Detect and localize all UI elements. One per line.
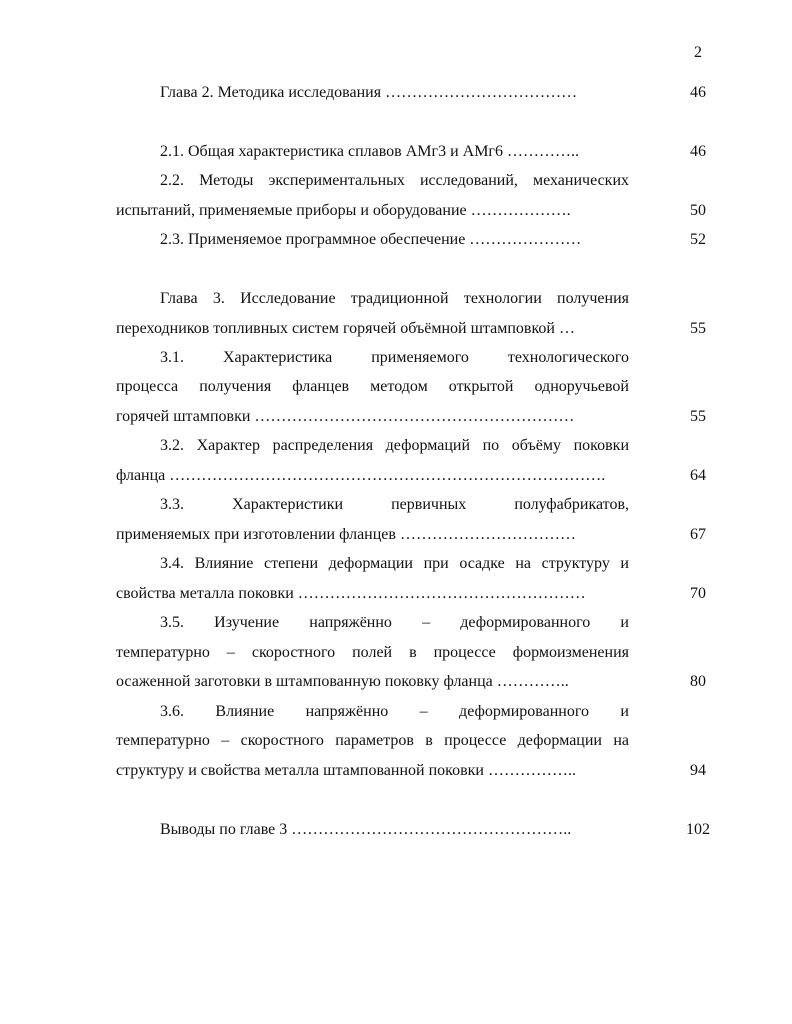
toc-chapter-2-page: 46 bbox=[690, 84, 706, 101]
toc-section-3-6-line1: 3.6. Влияние напряжённо – деформированного и bbox=[160, 703, 629, 720]
toc-section-3-1-line1: 3.1. Характеристика применяемого технологического bbox=[160, 349, 629, 366]
toc-conclusions-chapter-3: Выводы по главе 3 …………………………………………….. bbox=[160, 821, 572, 838]
toc-section-3-3-line2: применяемых при изготовлении фланцев …………………………… bbox=[116, 526, 576, 543]
toc-section-3-4-page: 70 bbox=[690, 585, 706, 602]
toc-chapter-2-title: Глава 2. Методика исследования ……………………………… bbox=[160, 84, 578, 101]
toc-section-3-1-line3: горячей штамповки …………………………………………………… bbox=[116, 408, 575, 425]
toc-section-3-4-line2: свойства металла поковки ……………………………………………… bbox=[116, 585, 586, 602]
toc-section-2-3-page: 52 bbox=[690, 231, 706, 248]
toc-section-2-1: 2.1. Общая характеристика сплавов АМг3 и АМг6 ………….. bbox=[160, 143, 579, 160]
toc-section-3-2-line1: 3.2. Характер распределения деформаций по объёму поковки bbox=[160, 437, 629, 454]
toc-section-3-3-page: 67 bbox=[690, 526, 706, 543]
toc-section-3-6-line3: структуру и свойства металла штампованной поковки …………….. bbox=[116, 762, 576, 779]
toc-section-3-1-page: 55 bbox=[690, 408, 706, 425]
toc-section-2-3: 2.3. Применяемое программное обеспечение ………………… bbox=[160, 231, 582, 248]
toc-section-2-1-page: 46 bbox=[690, 143, 706, 160]
toc-chapter-3-page: 55 bbox=[690, 320, 706, 337]
toc-chapter-3-line2: переходников топливных систем горячей объёмной штамповкой … bbox=[116, 320, 575, 337]
toc-section-2-2-page: 50 bbox=[690, 202, 706, 219]
toc-section-3-5-line2: температурно – скоростного полей в процессе формоизменения bbox=[116, 644, 629, 661]
toc-section-3-5-line3: осаженной заготовки в штампованную поковку фланца ………….. bbox=[116, 673, 569, 690]
toc-section-3-6-line2: температурно – скоростного параметров в процессе деформации на bbox=[116, 732, 629, 749]
toc-section-3-5-line1: 3.5. Изучение напряжённо – деформированного и bbox=[160, 614, 629, 631]
toc-section-2-2-line2: испытаний, применяемые приборы и оборудование ………………. bbox=[116, 202, 571, 219]
toc-chapter-3-line1: Глава 3. Исследование традиционной технологии получения bbox=[160, 290, 629, 307]
toc-section-3-2-page: 64 bbox=[690, 467, 706, 484]
toc-section-3-2-line2: фланца ………………………………………………………………………. bbox=[116, 467, 606, 484]
toc-section-3-4-line1: 3.4. Влияние степени деформации при осадке на структуру и bbox=[160, 555, 629, 572]
toc-section-3-5-page: 80 bbox=[690, 673, 706, 690]
toc-conclusions-page: 102 bbox=[686, 821, 710, 838]
page-number: 2 bbox=[694, 44, 702, 61]
toc-section-3-1-line2: процесса получения фланцев методом открытой одноручьевой bbox=[116, 378, 629, 395]
toc-section-3-6-page: 94 bbox=[690, 762, 706, 779]
toc-section-2-2-line1: 2.2. Методы экспериментальных исследований, механических bbox=[160, 172, 629, 189]
toc-section-3-3-line1: 3.3. Характеристики первичных полуфабрикатов, bbox=[160, 496, 629, 513]
